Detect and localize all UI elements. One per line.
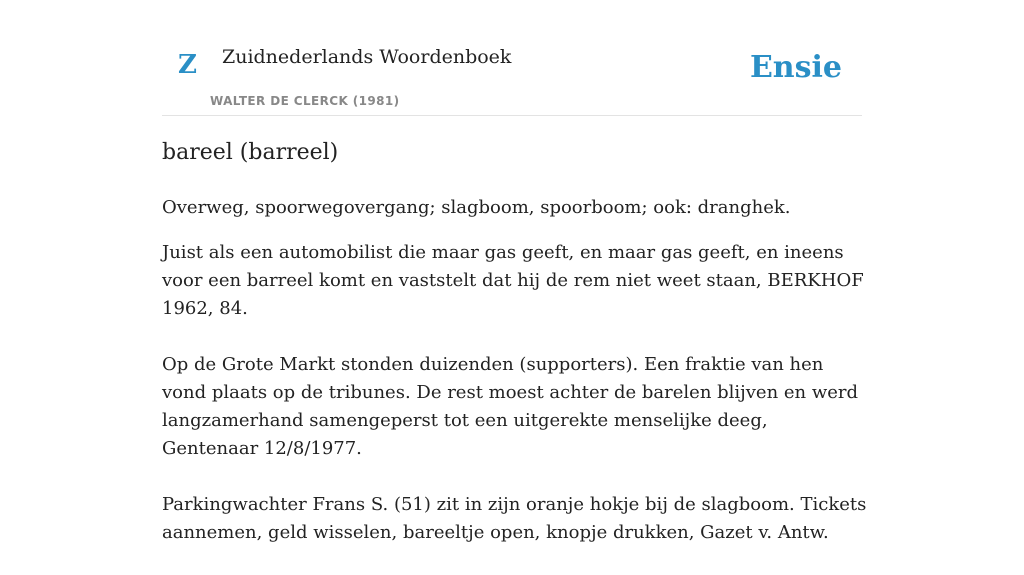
page-container — [162, 0, 867, 543]
ensie-logo[interactable]: Ensie — [749, 50, 842, 85]
dictionary-title[interactable]: Zuidnederlands Woordenboek — [222, 46, 512, 68]
dictionary-header — [162, 0, 862, 116]
quote-item: Op de Grote Markt stonden duizenden (supporters). Een fraktie van hen vond plaats op de tribunes. De rest moest achter de barelen blijven en werd langzamerhand samengeperst tot een uitgerekte menselijke deeg, Gentenaar 12/8/1977. — [162, 354, 859, 459]
quote-item: Juist als een automobilist die maar gas geeft, en maar gas geeft, en ineens voor een barreel komt en vaststelt dat hij de rem niet weet staan, BERKHOF 1962, 84. — [162, 242, 864, 319]
dictionary-author: WALTER DE CLERCK (1981) — [210, 94, 400, 108]
entry-definition: Overweg, spoorwegovergang; slagboom, spoorboom; ook: dranghek. — [162, 197, 791, 218]
quote-item: Parkingwachter Frans S. (51) zit in zijn oranje hokje bij de slagboom. Tickets aannemen, geld wisselen, bareeltje open, knopje drukken, Gazet v. Antw. — [162, 494, 867, 543]
dictionary-logo[interactable]: Z — [178, 50, 197, 80]
entry-headword: bareel (barreel) — [162, 140, 339, 165]
entry-quotes — [162, 239, 867, 575]
